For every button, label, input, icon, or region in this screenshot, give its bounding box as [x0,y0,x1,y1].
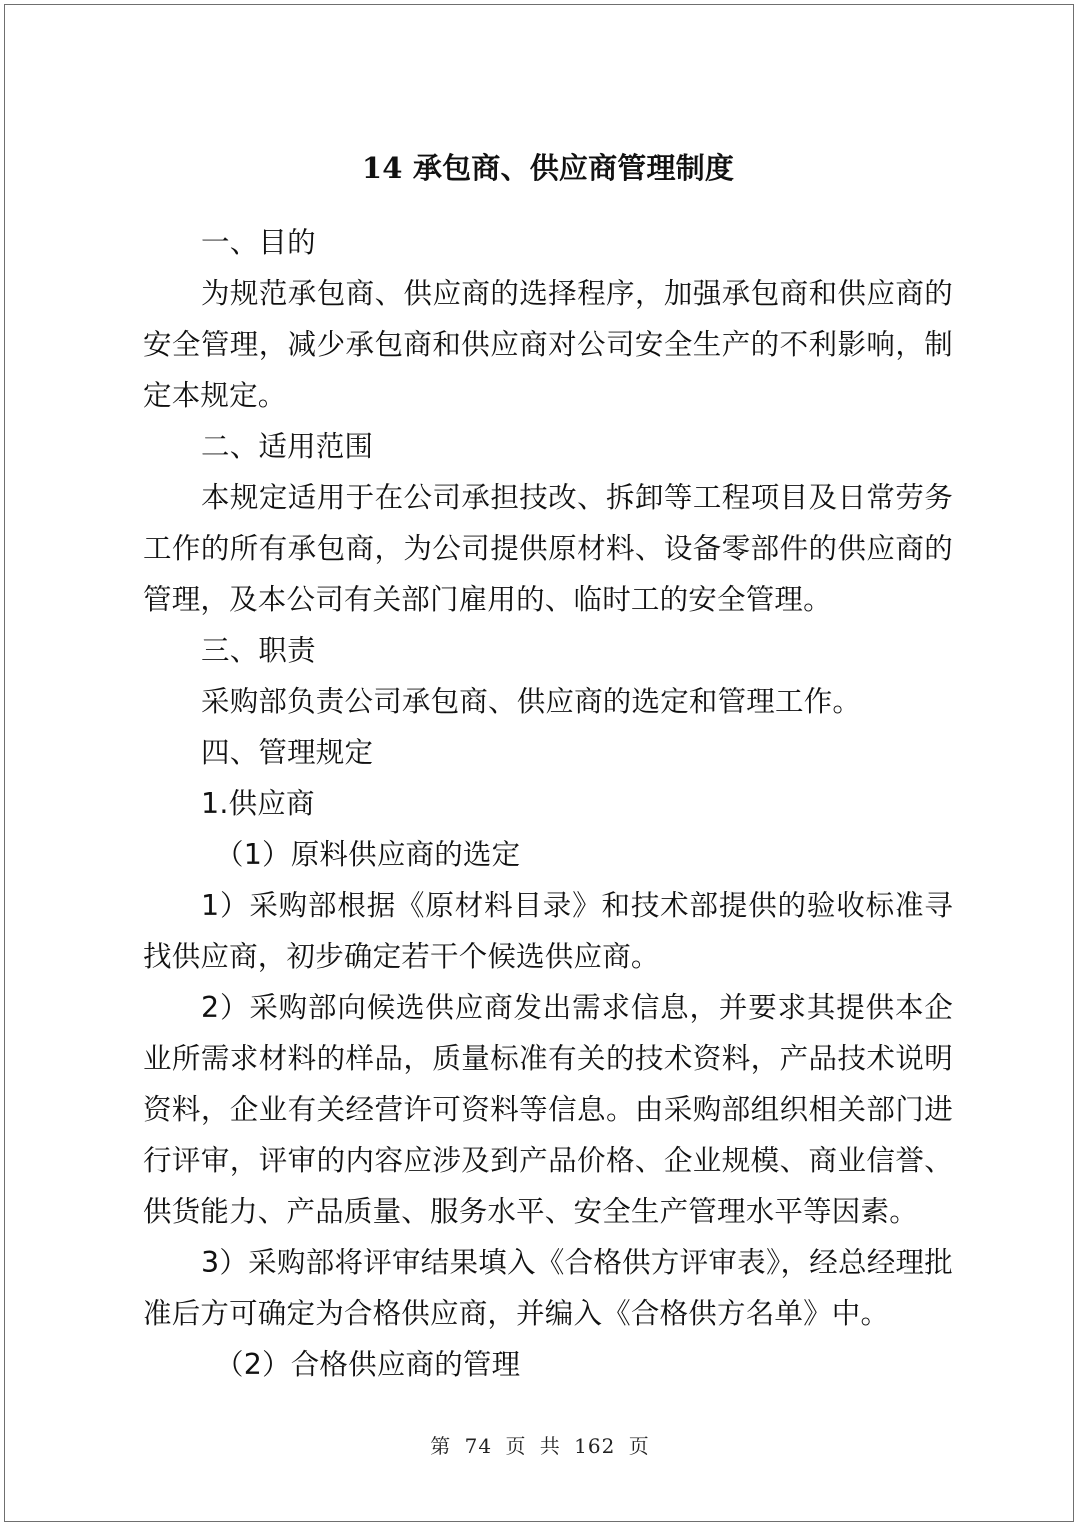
paragraph-item-3: 3）采购部将评审结果填入《合格供方评审表》，经总经理批准后方可确定为合格供应商，并编入《合格供方名单》中。 [143,1246,953,1330]
section-heading-purpose: 一、目的 [201,226,316,259]
page-number-footer: 第 74 页 共 162 页 [430,1434,650,1458]
document-body [143,146,953,1390]
subsection-raw-supplier-selection: （1）原料供应商的选定 [215,838,521,871]
subsection-supplier: 1.供应商 [201,787,315,820]
paragraph-purpose: 为规范承包商、供应商的选择程序，加强承包商和供应商的安全管理，减少承包商和供应商对公司安全生产的不利影响，制定本规定。 [143,277,953,412]
section-heading-duties: 三、职责 [201,634,316,667]
section-heading-scope: 二、适用范围 [201,430,374,463]
paragraph-duties: 采购部负责公司承包商、供应商的选定和管理工作。 [201,685,862,718]
section-heading-rules: 四、管理规定 [201,736,374,769]
paragraph-item-1: 1）采购部根据《原材料目录》和技术部提供的验收标准寻找供应商，初步确定若干个候选供应商。 [143,889,953,973]
paragraph-scope: 本规定适用于在公司承担技改、拆卸等工程项目及日常劳务工作的所有承包商，为公司提供原材料、设备零部件的供应商的管理，及本公司有关部门雇用的、临时工的安全管理。 [143,481,953,616]
subsection-qualified-supplier-management: （2）合格供应商的管理 [215,1348,521,1381]
paragraph-item-2: 2）采购部向候选供应商发出需求信息，并要求其提供本企业所需求材料的样品，质量标准有关的技术资料，产品技术说明资料，企业有关经营许可资料等信息。由采购部组织相关部门进行评审，评审的内容应涉及到产品价格、企业规模、商业信誉、供货能力、产品质量、服务水平、安全生产管理水平等因素。 [143,991,953,1228]
document-title: 14 承包商、供应商管理制度 [361,151,735,185]
